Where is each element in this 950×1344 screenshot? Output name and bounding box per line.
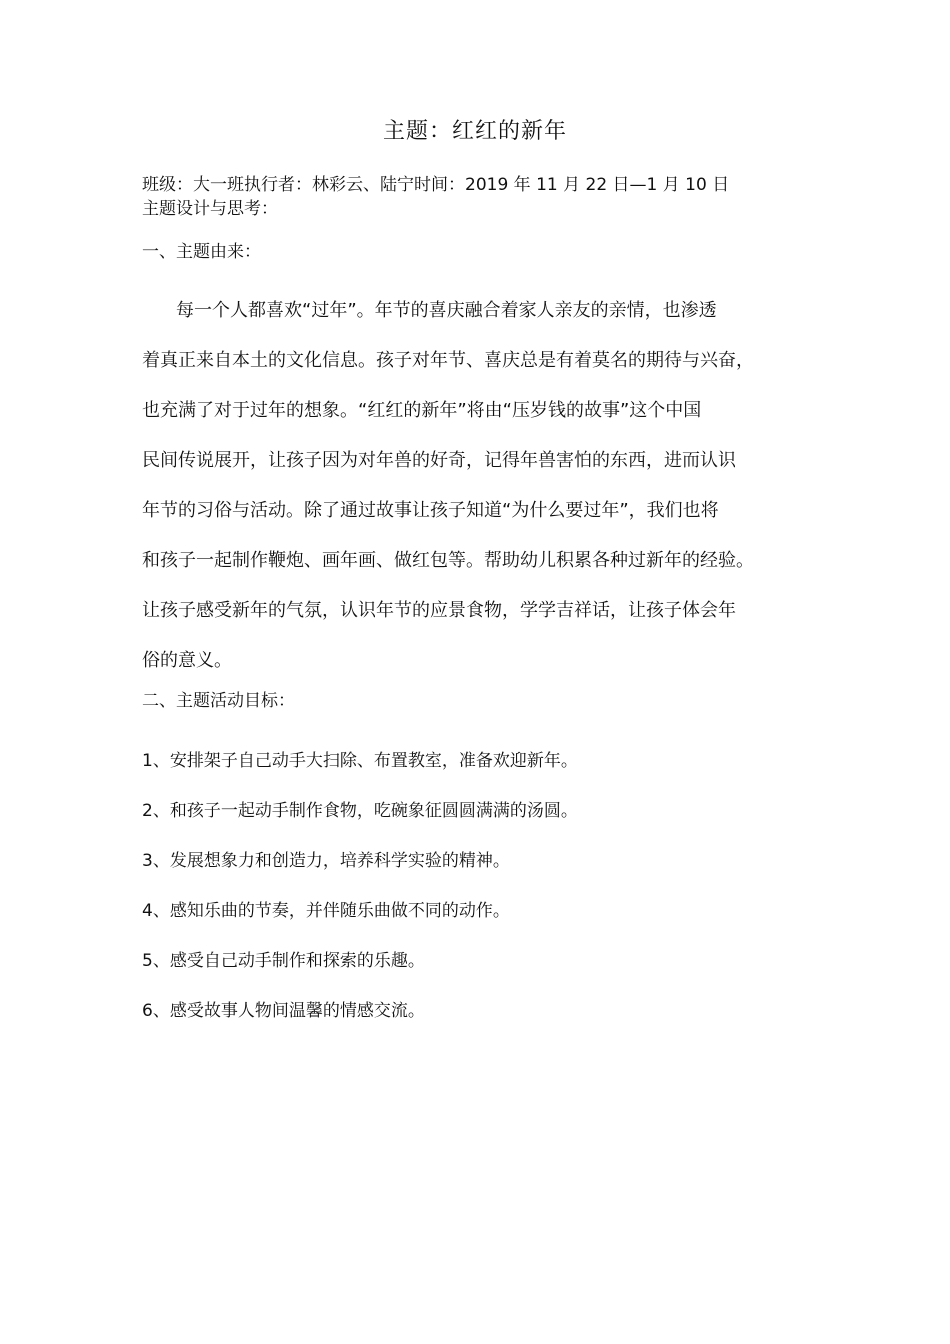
goals-list	[142, 736, 822, 1036]
page-title: 主题：红红的新年	[382, 119, 567, 144]
class-info-line: 班级：大一班执行者：林彩云、陆宁时间：2019 年 11 月 22 日—1 月 10 日	[142, 175, 730, 195]
goal-item: 2、和孩子一起动手制作食物，吃碗象征圆圆满满的汤圆。	[142, 801, 578, 821]
origin-paragraph	[142, 286, 822, 686]
design-thinking-label: 主题设计与思考：	[142, 199, 278, 219]
paragraph-line: 让孩子感受新年的气氛，认识年节的应景食物，学学吉祥话，让孩子体会年	[142, 600, 736, 621]
section-heading-origin: 一、主题由来：	[142, 242, 261, 262]
paragraph-line: 年节的习俗与活动。除了通过故事让孩子知道“为什么要过年”，我们也将	[142, 500, 719, 521]
goal-item: 4、感知乐曲的节奏，并伴随乐曲做不同的动作。	[142, 901, 510, 921]
paragraph-line: 俗的意义。	[142, 650, 232, 671]
goal-item: 1、安排架子自己动手大扫除、布置教室，准备欢迎新年。	[142, 751, 578, 771]
goal-item: 5、感受自己动手制作和探索的乐趣。	[142, 951, 425, 971]
paragraph-line: 着真正来自本土的文化信息。孩子对年节、喜庆总是有着莫名的期待与兴奋，	[142, 350, 754, 371]
goal-item: 3、发展想象力和创造力，培养科学实验的精神。	[142, 851, 510, 871]
paragraph-line: 也充满了对于过年的想象。“红红的新年”将由“压岁钱的故事”这个中国	[142, 400, 702, 421]
goal-item: 6、感受故事人物间温馨的情感交流。	[142, 1001, 425, 1021]
paragraph-line: 和孩子一起制作鞭炮、画年画、做红包等。帮助幼儿积累各种过新年的经验。	[142, 550, 754, 571]
section-heading-goals: 二、主题活动目标：	[142, 691, 295, 711]
paragraph-line: 民间传说展开，让孩子因为对年兽的好奇，记得年兽害怕的东西，进而认识	[142, 450, 736, 471]
paragraph-line: 每一个人都喜欢“过年”。年节的喜庆融合着家人亲友的亲情，也渗透	[176, 300, 717, 321]
